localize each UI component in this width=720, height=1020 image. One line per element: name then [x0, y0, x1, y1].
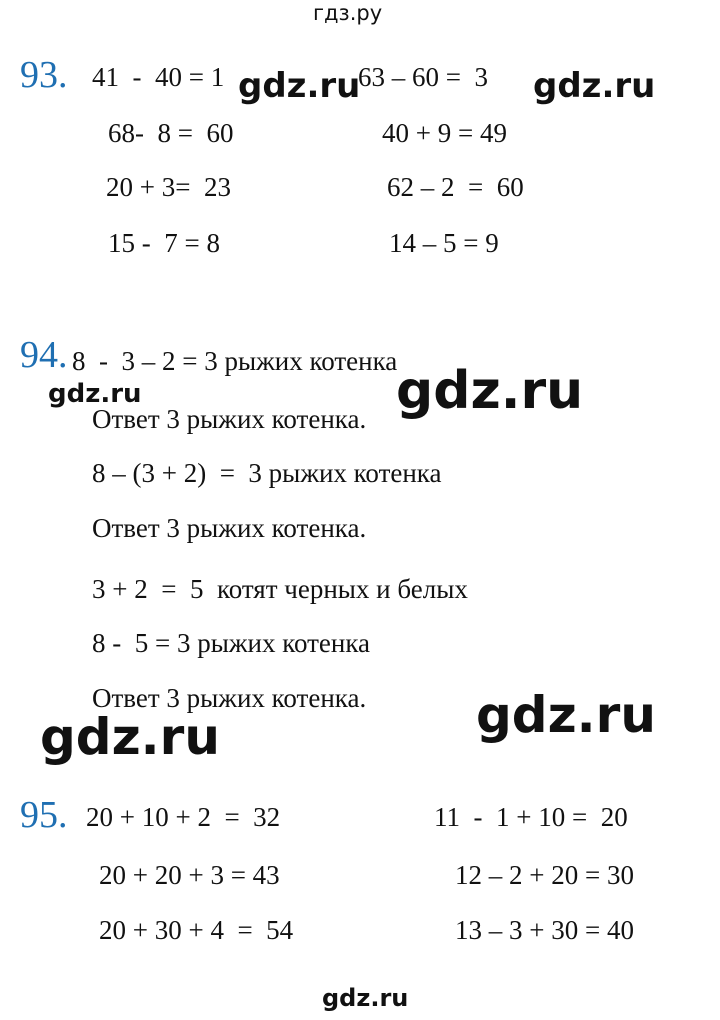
equation-line: 20 + 20 + 3 = 43: [99, 860, 280, 890]
exercise-number-94: 94.: [20, 334, 68, 376]
watermark: gdz.ru: [238, 66, 361, 106]
equation-line: 68- 8 = 60: [108, 118, 234, 148]
site-footer: gdz.ru: [322, 984, 409, 1012]
equation-line: 62 – 2 = 60: [387, 172, 524, 202]
watermark: gdz.ru: [48, 379, 142, 409]
equation-line: 40 + 9 = 49: [382, 118, 507, 148]
text-line: Ответ 3 рыжих котенка.: [92, 404, 367, 434]
equation-line: 11 - 1 + 10 = 20: [434, 802, 628, 832]
watermark: gdz.ru: [40, 708, 220, 766]
equation-line: 63 – 60 = 3: [358, 62, 488, 92]
equation-line: 20 + 30 + 4 = 54: [99, 915, 294, 945]
exercise-number-93: 93.: [20, 54, 68, 96]
text-line: 8 - 5 = 3 рыжих котенка: [92, 628, 371, 658]
equation-line: 20 + 3= 23: [106, 172, 231, 202]
exercise-number-95: 95.: [20, 794, 68, 836]
equation-line: 12 – 2 + 20 = 30: [455, 860, 634, 890]
equation-line: 20 + 10 + 2 = 32: [86, 802, 281, 832]
equation-line: 14 – 5 = 9: [389, 228, 499, 258]
watermark: gdz.ru: [476, 686, 656, 744]
equation-line: 13 – 3 + 30 = 40: [455, 915, 634, 945]
text-line: Ответ 3 рыжих котенка.: [92, 683, 367, 713]
text-line: 8 - 3 – 2 = 3 рыжих котенка: [72, 346, 398, 376]
site-header: гдз.ру: [313, 1, 383, 25]
text-line: 3 + 2 = 5 котят черных и белых: [92, 574, 468, 604]
watermark: gdz.ru: [533, 66, 656, 106]
equation-line: 41 - 40 = 1: [92, 62, 225, 92]
text-line: Ответ 3 рыжих котенка.: [92, 513, 367, 543]
watermark: gdz.ru: [396, 361, 584, 421]
text-line: 8 – (3 + 2) = 3 рыжих котенка: [92, 458, 442, 488]
equation-line: 15 - 7 = 8: [108, 228, 220, 258]
